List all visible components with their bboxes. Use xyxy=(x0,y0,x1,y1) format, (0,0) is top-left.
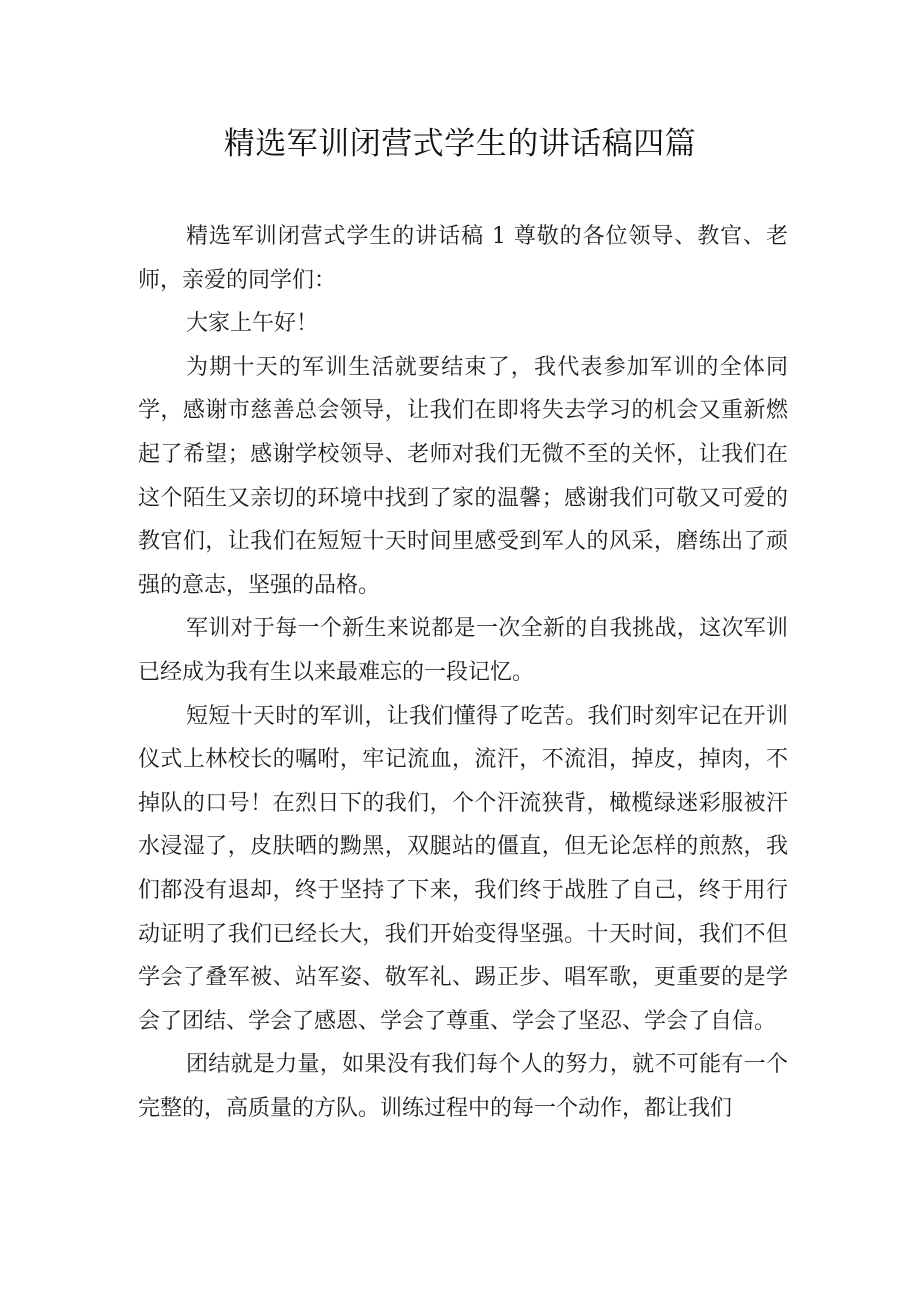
paragraph-3: 为期十天的军训生活就要结束了，我代表参加军训的全体同学，感谢市慈善总会领导，让我们在即将失去学习的机会又重新燃起了希望；感谢学校领导、老师对我们无微不至的关怀，让我们在这个陌生又亲切的环境中找到了家的温馨；感谢我们可敬又可爱的教官们，让我们在短短十天时间里感受到军人的风采，磨练出了顽强的意志，坚强的品格。 xyxy=(138,354,788,598)
paragraph-5: 短短十天时的军训，让我们懂得了吃苦。我们时刻牢记在开训仪式上林校长的嘱咐，牢记流血，流汗，不流泪，掉皮，掉肉，不掉队的口号！在烈日下的我们，个个汗流狭背，橄榄绿迷彩服被汗水浸湿了，皮肤晒的黝黑，双腿站的僵直，但无论怎样的煎熬，我们都没有退却，终于坚持了下来，我们终于战胜了自己，终于用行动证明了我们已经长大，我们开始变得坚强。十天时间，我们不但学会了叠军被、站军姿、敬军礼、踢正步、唱军歌，更重要的是学会了团结、学会了感恩、学会了尊重、学会了坚忍、学会了自信。 xyxy=(138,703,788,1034)
paragraph-1: 精选军训闭营式学生的讲话稿 1 尊敬的各位领导、教官、老师，亲爱的同学们： xyxy=(138,224,788,293)
paragraph-2: 大家上午好！ xyxy=(186,311,319,337)
document-title: 精选军训闭营式学生的讲话稿四篇 xyxy=(223,126,697,162)
paragraph-4: 军训对于每一个新生来说都是一次全新的自我挑战，这次军训已经成为我有生以来最难忘的一段记忆。 xyxy=(138,616,788,685)
document-body xyxy=(138,215,788,1130)
paragraph-6: 团结就是力量，如果没有我们每个人的努力，就不可能有一个完整的，高质量的方队。训练过程中的每一个动作，都让我们 xyxy=(138,1052,788,1121)
